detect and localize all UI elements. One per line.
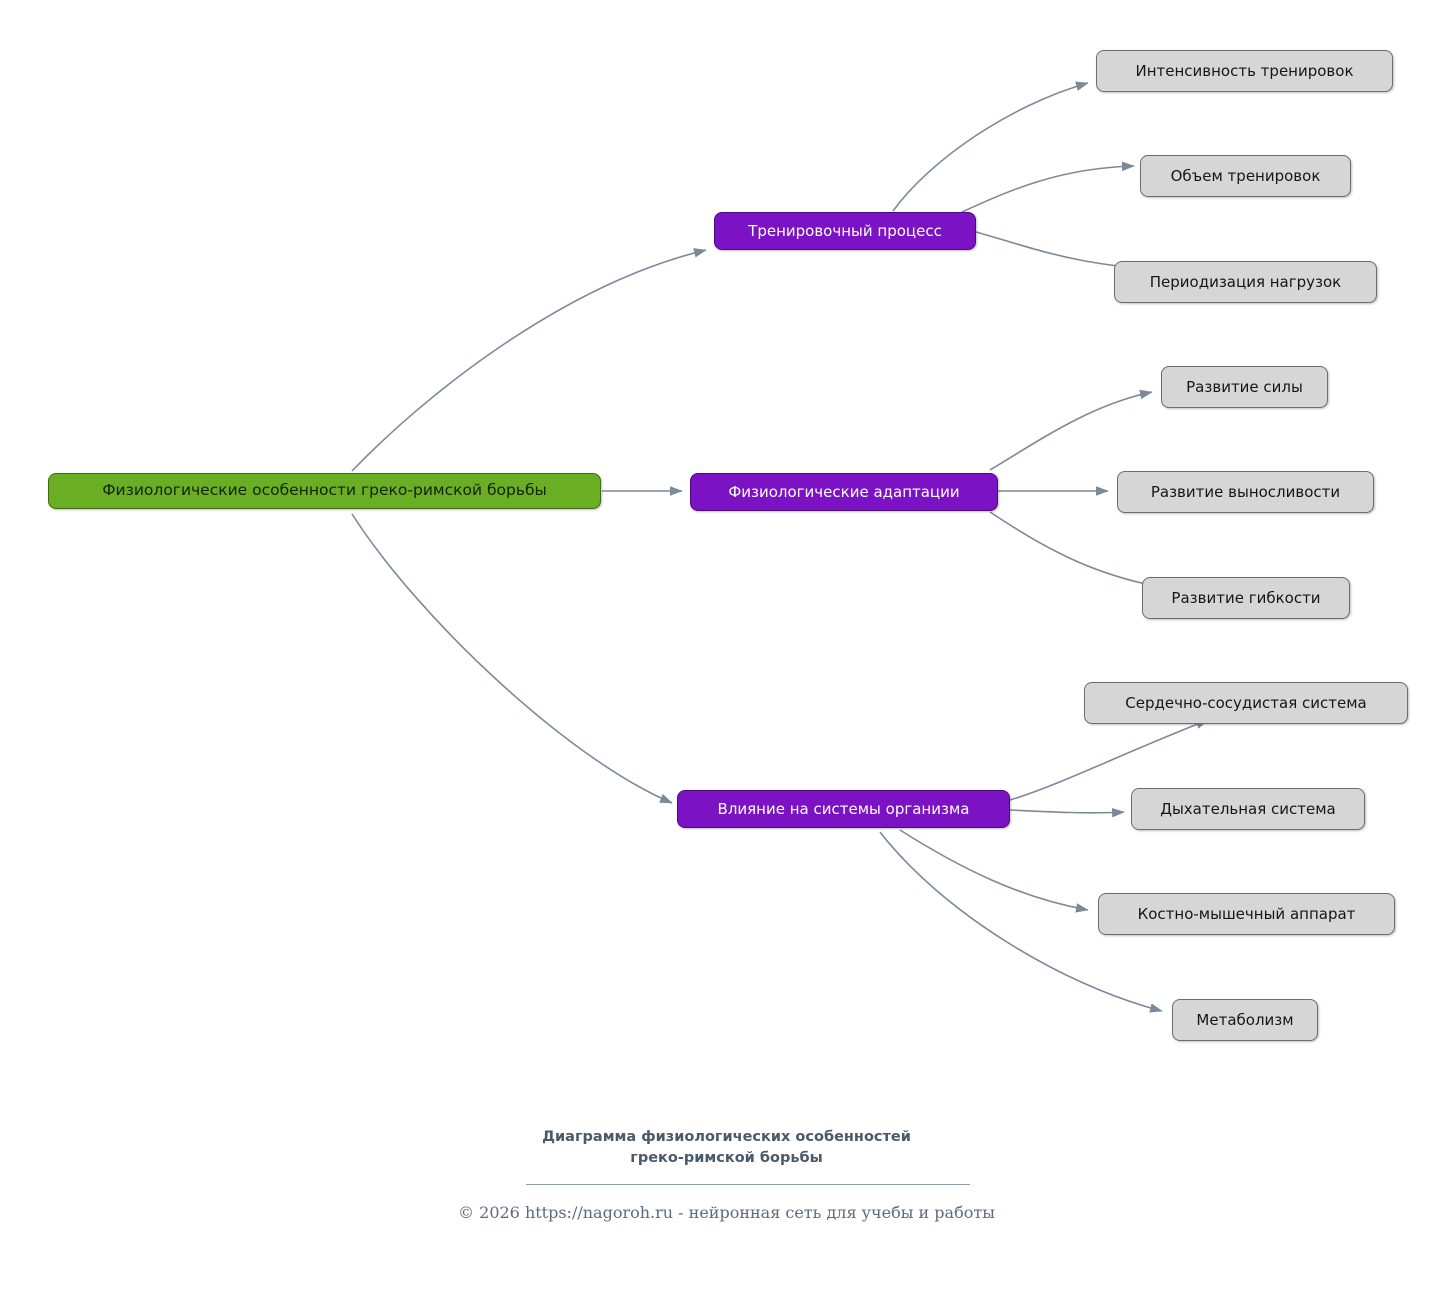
node-leaf-periodization-label: Периодизация нагрузок xyxy=(1149,272,1342,291)
footer-title-line2: греко-римской борьбы xyxy=(630,1150,823,1167)
node-branch-adaptations-label: Физиологические адаптации xyxy=(728,482,960,501)
node-branch-training-label: Тренировочный процесс xyxy=(748,221,942,240)
node-leaf-intensity[interactable] xyxy=(1096,50,1393,92)
footer-credit: © 2026 https://nagoroh.ru - нейронная сеть для учебы и работы xyxy=(458,1203,995,1222)
edge-root-to-training xyxy=(352,250,706,471)
node-leaf-strength-label: Развитие силы xyxy=(1186,377,1303,396)
footer-title-line1: Диаграмма физиологических особенностей xyxy=(542,1129,911,1145)
node-leaf-metabolism-label: Метаболизм xyxy=(1196,1010,1294,1029)
node-branch-body-systems-label: Влияние на системы организма xyxy=(717,799,970,818)
footer-divider xyxy=(526,1184,970,1185)
edge-root-to-systems xyxy=(352,514,672,803)
node-leaf-flexibility[interactable] xyxy=(1142,577,1350,619)
node-leaf-strength[interactable] xyxy=(1161,366,1328,408)
node-leaf-volume[interactable] xyxy=(1140,155,1351,197)
edge-training-to-volume xyxy=(962,166,1134,212)
node-leaf-flexibility-label: Развитие гибкости xyxy=(1171,588,1321,607)
node-leaf-cardiovascular[interactable] xyxy=(1084,682,1408,724)
footer-title xyxy=(0,1127,1453,1169)
node-leaf-periodization[interactable] xyxy=(1114,261,1377,303)
node-leaf-respiratory[interactable] xyxy=(1131,788,1365,830)
node-leaf-volume-label: Объем тренировок xyxy=(1170,166,1321,185)
node-leaf-musculoskeletal-label: Костно-мышечный аппарат xyxy=(1137,904,1356,923)
edge-adaptations-to-flexibility xyxy=(990,512,1166,588)
node-branch-body-systems[interactable] xyxy=(677,790,1010,828)
node-leaf-intensity-label: Интенсивность тренировок xyxy=(1135,61,1354,80)
node-leaf-cardiovascular-label: Сердечно-сосудистая система xyxy=(1125,693,1367,712)
node-branch-adaptations[interactable] xyxy=(690,473,998,511)
node-root-label: Физиологические особенности греко-римской борьбы xyxy=(102,481,547,500)
edge-adaptations-to-strength xyxy=(990,392,1152,470)
node-leaf-respiratory-label: Дыхательная система xyxy=(1160,799,1336,818)
node-leaf-endurance-label: Развитие выносливости xyxy=(1150,482,1341,501)
node-leaf-metabolism[interactable] xyxy=(1172,999,1318,1041)
edge-systems-to-respiratory xyxy=(1010,810,1124,813)
node-branch-training[interactable] xyxy=(714,212,976,250)
node-root[interactable] xyxy=(48,473,601,509)
node-leaf-endurance[interactable] xyxy=(1117,471,1374,513)
edge-training-to-intensity xyxy=(893,83,1088,211)
node-leaf-musculoskeletal[interactable] xyxy=(1098,893,1395,935)
edge-systems-to-musculoskeletal xyxy=(900,830,1088,910)
